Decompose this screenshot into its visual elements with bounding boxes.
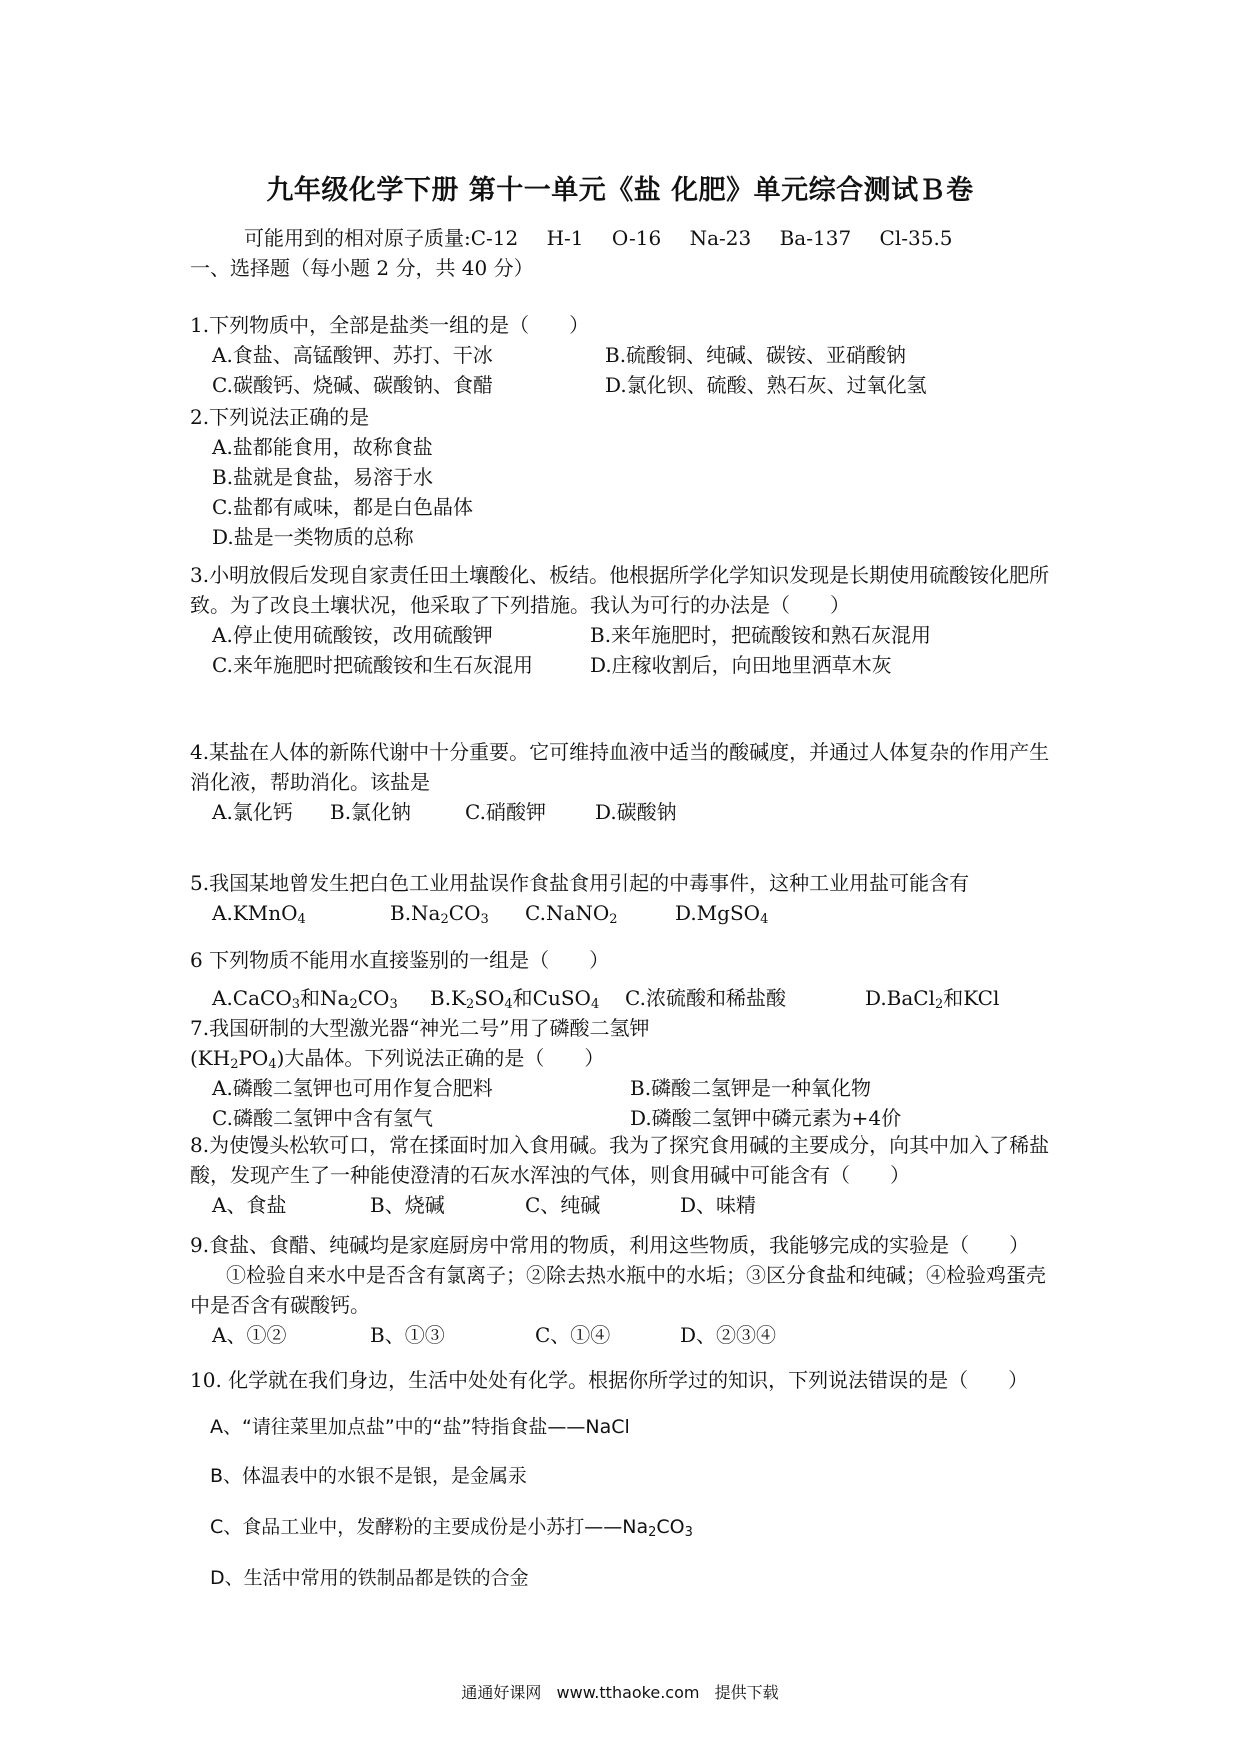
option-b: B.来年施肥时，把硫酸铵和熟石灰混用 bbox=[590, 623, 932, 647]
option-c: C.磷酸二氢钾中含有氢气 bbox=[212, 1106, 433, 1130]
question-7 bbox=[190, 1013, 1060, 1133]
question-5 bbox=[190, 868, 1060, 928]
atomic-mass-item: O-16 bbox=[611, 226, 662, 250]
question-4 bbox=[190, 737, 1060, 827]
question-stem: 7.我国研制的大型激光器“神光二号”用了磷酸二氢钾$(KH_2PO_4)$大晶体。下列说法正确的是（ ） bbox=[190, 1016, 650, 1072]
option-c: C、食品工业中，发酵粉的主要成份是小苏打$——Na_2CO_3$ bbox=[210, 1516, 693, 1540]
option-b: B.硫酸铜、纯碱、碳铵、亚硝酸钠 bbox=[605, 343, 907, 367]
options-row bbox=[190, 1190, 1060, 1220]
option-b: B.盐就是食盐，易溶于水 bbox=[212, 465, 434, 489]
option-d: D.氯化钡、硫酸、熟石灰、过氧化氢 bbox=[605, 373, 927, 397]
option-a: A、食盐 bbox=[212, 1193, 287, 1217]
option-a: A.氯化钙 bbox=[212, 800, 293, 824]
atomic-mass-line bbox=[244, 222, 975, 251]
option-a: A.停止使用硫酸铵，改用硫酸钾 bbox=[212, 623, 493, 647]
question-2 bbox=[190, 402, 1060, 552]
page-title: 九年级化学下册 第十一单元《盐 化肥》单元综合测试Ｂ卷 bbox=[266, 175, 974, 206]
footer-site-name: 通通好课网 bbox=[461, 1683, 542, 1702]
option-a: A、“请往菜里加点盐”中的“盐”特指食盐——NaCl bbox=[210, 1416, 630, 1438]
page-footer bbox=[0, 1680, 1240, 1703]
footer-suffix: 提供下载 bbox=[714, 1683, 779, 1702]
atomic-mass-label: 可能用到的相对原子质量:C-12 bbox=[244, 226, 519, 250]
option-d: D、味精 bbox=[680, 1193, 757, 1217]
option-d: D.庄稼收割后，向田地里洒草木灰 bbox=[590, 653, 892, 677]
question-3 bbox=[190, 560, 1060, 680]
option-a: A.磷酸二氢钾也可用作复合肥料 bbox=[212, 1076, 493, 1100]
atomic-mass-item: Na-23 bbox=[689, 226, 752, 250]
option-c: C.碳酸钙、烧碱、碳酸钠、食醋 bbox=[212, 373, 493, 397]
option-c: C、①④ bbox=[535, 1323, 611, 1347]
option-b: $B.Na_2CO_3$ bbox=[390, 901, 489, 927]
question-1 bbox=[190, 310, 1060, 400]
options-row bbox=[190, 898, 1060, 928]
options-row bbox=[190, 620, 1060, 650]
option-d: D.BaCl$_2$和KCl bbox=[865, 986, 1000, 1012]
question-stem: 8.为使馒头松软可口，常在揉面时加入食用碱。我为了探究食用碱的主要成分，向其中加入了稀盐酸，发现产生了一种能使澄清的石灰水浑浊的气体，则食用碱中可能含有（ ） bbox=[190, 1133, 1050, 1187]
question-stem: 1.下列物质中，全部是盐类一组的是（ ） bbox=[190, 313, 590, 337]
option-b: $B.K_2SO_4$和CuSO$_4$ bbox=[430, 986, 600, 1012]
option-c: C.盐都有咸味，都是白色晶体 bbox=[212, 495, 473, 519]
option-b: B.磷酸二氢钾是一种氧化物 bbox=[630, 1076, 872, 1100]
option-a: A.食盐、高锰酸钾、苏打、干冰 bbox=[212, 343, 493, 367]
section-heading: 一、选择题（每小题 2 分，共 40 分） bbox=[190, 256, 534, 280]
options-row bbox=[190, 1073, 1060, 1103]
question-9 bbox=[190, 1230, 1060, 1350]
option-b: B、烧碱 bbox=[370, 1193, 445, 1217]
question-stem: 4.某盐在人体的新陈代谢中十分重要。它可维持血液中适当的酸碱度，并通过人体复杂的作用产生消化液，帮助消化。该盐是 bbox=[190, 740, 1050, 794]
atomic-mass-item: Ba-137 bbox=[779, 226, 852, 250]
options-row bbox=[190, 983, 1060, 1013]
option-d: D、生活中常用的铁制品都是铁的合金 bbox=[210, 1567, 529, 1589]
option-c: C.NaNO$_2$ bbox=[525, 901, 618, 927]
question-10 bbox=[190, 1365, 1060, 1395]
option-a: A.CaCO$_3$和$Na_2CO_3$ bbox=[212, 986, 398, 1012]
options-row bbox=[190, 650, 1060, 680]
option-a: A.KMnO$_4$ bbox=[212, 901, 306, 927]
options-row bbox=[190, 1103, 1060, 1133]
footer-url[interactable]: www.tthaoke.com bbox=[556, 1683, 700, 1702]
question-stem: 9.食盐、食醋、纯碱均是家庭厨房中常用的物质，利用这些物质，我能够完成的实验是（ ） bbox=[190, 1233, 1030, 1257]
question-stem: 3.小明放假后发现自家责任田土壤酸化、板结。他根据所学化学知识发现是长期使用硫酸铵化肥所致。为了改良土壤状况，他采取了下列措施。我认为可行的办法是（ ） bbox=[190, 563, 1050, 617]
question-stem: 10. 化学就在我们身边，生活中处处有化学。根据你所学过的知识，下列说法错误的是（ ） bbox=[190, 1368, 1029, 1392]
options-row bbox=[190, 370, 1060, 400]
option-c: C、纯碱 bbox=[525, 1193, 601, 1217]
options-row bbox=[190, 1320, 1060, 1350]
atomic-mass-item: H-1 bbox=[546, 226, 584, 250]
question-6 bbox=[190, 945, 1060, 1013]
option-a: A.盐都能食用，故称食盐 bbox=[212, 435, 433, 459]
option-d: D.磷酸二氢钾中磷元素为+4价 bbox=[630, 1106, 902, 1130]
option-b: B、①③ bbox=[370, 1323, 445, 1347]
option-b: B.氯化钠 bbox=[330, 800, 412, 824]
option-d: D、②③④ bbox=[680, 1323, 777, 1347]
question-stem: 2.下列说法正确的是 bbox=[190, 405, 370, 429]
option-c: C.硝酸钾 bbox=[465, 800, 546, 824]
question-8 bbox=[190, 1130, 1060, 1220]
option-a: A、①② bbox=[212, 1323, 287, 1347]
question-substatements: ①检验自来水中是否含有氯离子；②除去热水瓶中的水垢；③区分食盐和纯碱；④检验鸡蛋壳中是否含有碳酸钙。 bbox=[190, 1263, 1046, 1317]
option-d: D.盐是一类物质的总称 bbox=[212, 525, 414, 549]
option-c: C.浓硫酸和稀盐酸 bbox=[625, 986, 786, 1010]
options-row bbox=[190, 340, 1060, 370]
option-b: B、体温表中的水银不是银，是金属汞 bbox=[210, 1465, 528, 1487]
question-stem: 6 下列物质不能用水直接鉴别的一组是（ ） bbox=[190, 948, 610, 972]
question-stem: 5.我国某地曾发生把白色工业用盐误作食盐食用引起的中毒事件，这种工业用盐可能含有 bbox=[190, 871, 970, 895]
option-d: D.MgSO$_4$ bbox=[675, 901, 769, 927]
option-c: C.来年施肥时把硫酸铵和生石灰混用 bbox=[212, 653, 533, 677]
atomic-mass-item: Cl-35.5 bbox=[879, 226, 953, 250]
options-row bbox=[190, 797, 1060, 827]
option-d: D.碳酸钠 bbox=[595, 800, 677, 824]
